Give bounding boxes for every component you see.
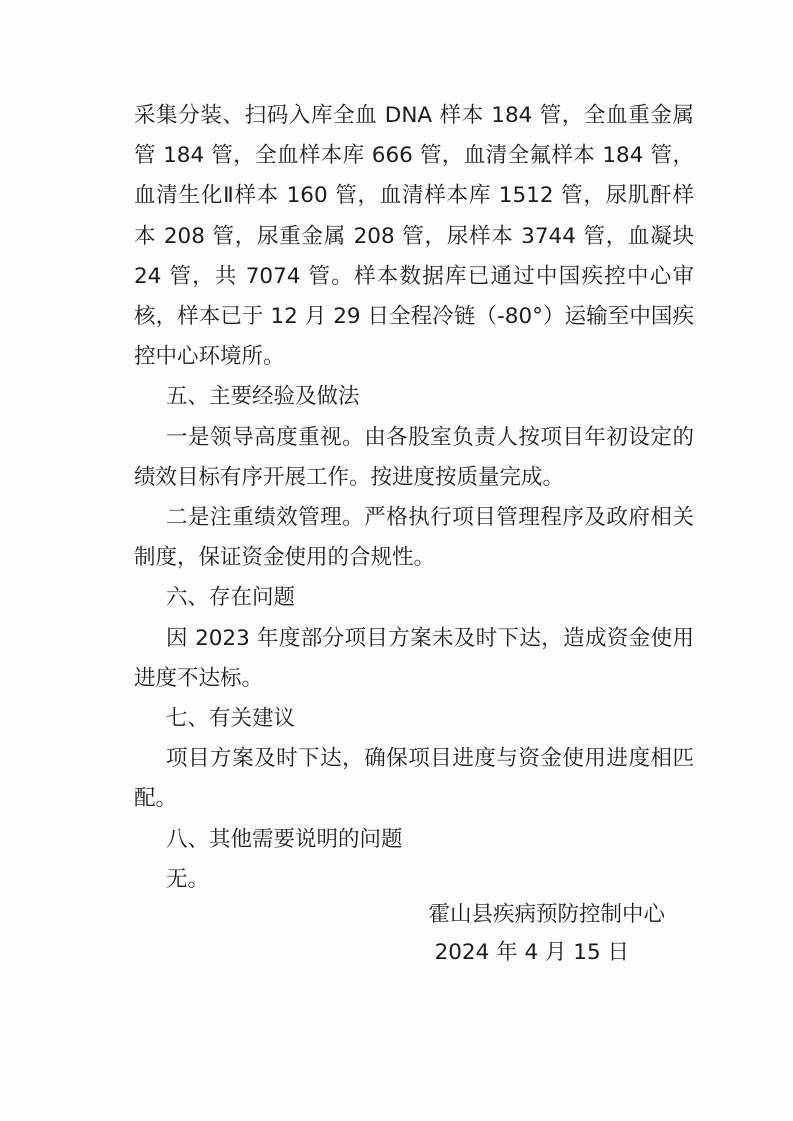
section-7-text: 项目方案及时下达，确保项目进度与资金使用进度相匹配。 bbox=[134, 746, 694, 812]
section-7-heading: 七、有关建议 bbox=[166, 706, 296, 732]
section-5-heading: 五、主要经验及做法 bbox=[166, 384, 360, 410]
section-8-text: 无。 bbox=[166, 866, 210, 892]
section-5-item-1 bbox=[134, 418, 694, 498]
item-1-text: 领导高度重视。由各股室负责人按项目年初设定的绩效目标有序开展工作。按进度按质量完成。 bbox=[134, 424, 694, 490]
section-5-item-2 bbox=[134, 498, 694, 578]
sample-collection-paragraph: 采集分装、扫码入库全血 DNA 样本 184 管，全血重金属管 184 管，全血样本库 666 管，血清全氟样本 184 管，血清生化Ⅱ样本 160 管，血清样本库 1512 管，尿肌酐样本 208 管，尿重金属 208 管，尿样本 3744 管，血凝块 24 管，共 7074 管。样本数据库已通过中国疾控中心审核，样本已于 12 月 29 日全程冷链（-80°）运输至中国疾控中心环境所。 bbox=[134, 103, 694, 370]
signature-block bbox=[428, 896, 665, 972]
item-2-lead: 二是 bbox=[166, 505, 211, 531]
signature-organization: 霍山县疾病预防控制中心 bbox=[428, 902, 665, 927]
item-1-lead: 一是 bbox=[166, 424, 211, 450]
document-body bbox=[134, 96, 694, 900]
section-8-heading: 八、其他需要说明的问题 bbox=[166, 826, 403, 852]
item-2-text: 注重绩效管理。严格执行项目管理程序及政府相关制度，保证资金使用的合规性。 bbox=[134, 505, 694, 571]
section-6-heading: 六、存在问题 bbox=[166, 585, 296, 611]
signature-date: 2024 年 4 月 15 日 bbox=[434, 940, 629, 965]
section-6-text: 因 2023 年度部分项目方案未及时下达，造成资金使用进度不达标。 bbox=[134, 625, 694, 691]
